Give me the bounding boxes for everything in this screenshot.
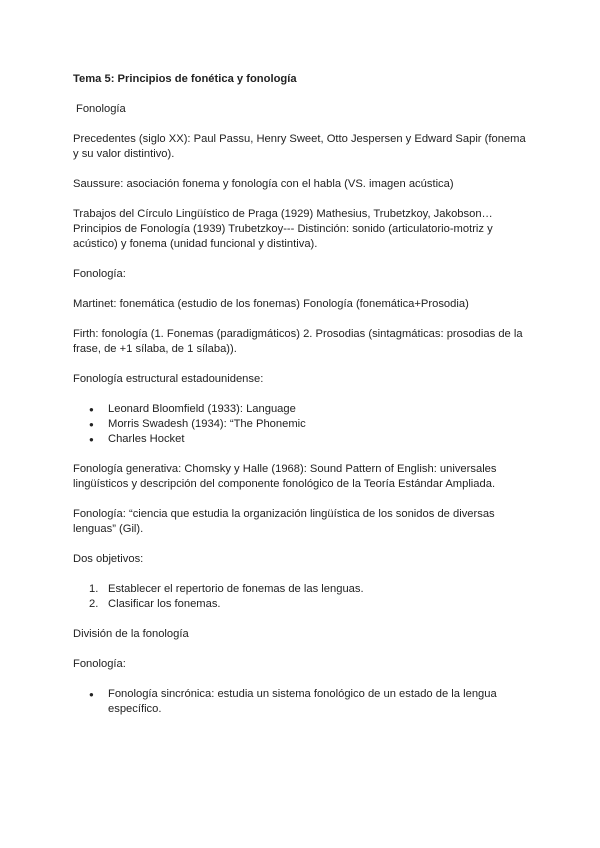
label-fonologia: Fonología:: [73, 268, 126, 280]
list-item-text: Clasificar los fonemas.: [108, 598, 221, 610]
paragraph-saussure: Saussure: asociación fonema y fonología con el habla (VS. imagen acústica): [73, 178, 454, 190]
paragraph-trabajos-line2: Principios de Fonología (1939) Trubetzkoy--- Distinción: sonido (articulatorio-motriz y acústico) y fonema (unidad funcional y distintiva).: [73, 223, 493, 250]
list-number: 2.: [89, 598, 99, 610]
list-item: ● Charles Hocket: [73, 432, 533, 447]
label-fonologia: Fonología:: [73, 658, 126, 670]
bullet-list-division: [73, 687, 533, 717]
section-heading: Fonología: [76, 103, 126, 115]
paragraph-definicion: Fonología: “ciencia que estudia la organización lingüística de los sonidos de diversas lenguas” (Gil).: [73, 508, 495, 535]
paragraph-firth: Firth: fonología (1. Fonemas (paradigmáticos) 2. Prosodias (sintagmáticas: prosodias de la frase, de +1 sílaba, de 1 sílaba)).: [73, 328, 523, 355]
paragraph-martinet: Martinet: fonemática (estudio de los fonemas) Fonología (fonemática+Prosodia): [73, 298, 469, 310]
paragraph-generativa: Fonología generativa: Chomsky y Halle (1968): Sound Pattern of English: universales lingüísticos y descripción del componente fonológico de la Teoría Estándar Ampliada.: [73, 463, 497, 490]
list-number: 1.: [89, 583, 99, 595]
list-item: [73, 582, 533, 597]
paragraph-trabajos: [73, 207, 533, 252]
document-title: Tema 5: Principios de fonética y fonología: [73, 73, 297, 85]
paragraph-objetivos: Dos objetivos:: [73, 553, 144, 565]
numbered-list-objetivos: [73, 582, 533, 612]
list-item: ● Leonard Bloomfield (1933): Language: [73, 402, 533, 417]
paragraph-division: División de la fonología: [73, 628, 189, 640]
document-body: [73, 72, 533, 732]
bullet-list-estructural: [73, 402, 533, 447]
list-item: ● Fonología sincrónica: estudia un sistema fonológico de un estado de la lengua específico.: [73, 687, 533, 717]
paragraph-trabajos-line1: Trabajos del Círculo Lingüístico de Praga (1929) Mathesius, Trubetzkoy, Jakobson…: [73, 208, 493, 220]
paragraph-precedentes: Precedentes (siglo XX): Paul Passu, Henry Sweet, Otto Jespersen y Edward Sapir (fonema y su valor distintivo).: [73, 133, 526, 160]
list-item-text: Establecer el repertorio de fonemas de las lenguas.: [108, 583, 364, 595]
list-item: ● Morris Swadesh (1934): “The Phonemic: [73, 417, 533, 432]
list-item: [73, 597, 533, 612]
paragraph-estructural: Fonología estructural estadounidense:: [73, 373, 264, 385]
